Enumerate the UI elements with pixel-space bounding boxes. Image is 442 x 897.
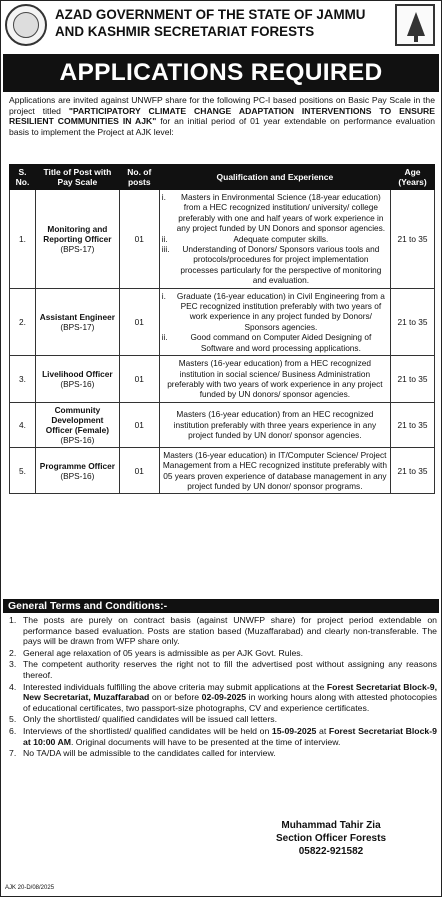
item-text: Masters (16-year education) in IT/Computer Science/ Project Management from a HEC recognized institute preferably with 05 years proven experience of database management in any project funded by UN donor/ sponsor programs. (162, 449, 387, 491)
qualification-item (162, 244, 388, 286)
term-text: . Original documents will have to be presented at the time of interview. (70, 736, 341, 747)
serial-number-cell: 3. (10, 356, 36, 403)
terms-list (9, 615, 437, 760)
forest-tree-emblem-icon (395, 4, 435, 46)
serial-number-cell: 1. (10, 190, 36, 289)
qualification-list (162, 450, 388, 492)
table-row (10, 190, 435, 289)
serial-number-cell: 4. (10, 402, 36, 447)
term-text: Only the shortlisted/ qualified candidates will be issued call letters. (23, 714, 277, 725)
table-row (10, 356, 435, 403)
item-text: Understanding of Donors/ Sponsors various tools and protocols/procedures for project implementation processes particularly for the perspective of monitoring and evaluation. (180, 244, 382, 286)
term-text: General age relaxation of 05 years is admissible as per AJK Govt. Rules. (23, 647, 304, 658)
post-title-cell (35, 288, 119, 355)
term-number: 3. (9, 659, 17, 670)
positions-table (9, 164, 435, 494)
post-title: Assistant Engineer (39, 311, 115, 322)
qualification-item (162, 332, 388, 353)
term-text: No TA/DA will be admissible to the candidates called for interview. (23, 748, 276, 759)
qualification-list (162, 409, 388, 440)
state-emblem-icon (5, 4, 47, 46)
term-item (9, 714, 437, 725)
age-cell: 21 to 35 (391, 356, 435, 403)
item-number: ii. (161, 233, 168, 244)
terms-heading: General Terms and Conditions:- (3, 599, 439, 613)
signature-block (251, 819, 411, 858)
posts-count-cell: 01 (119, 190, 159, 289)
posts-count-cell: 01 (119, 447, 159, 494)
pay-scale: (BPS-17) (60, 321, 95, 332)
item-text: Graduate (16-year education) in Civil Engineering from a PEC recognized institution preferably with two years of work experience in any project funded by Donors/ Sponsors agencies. (176, 290, 385, 332)
table-row (10, 447, 435, 494)
item-text: Good command on Computer Aided Designing of Software and word processing applications. (190, 332, 372, 353)
post-title: Programme Officer (39, 460, 115, 471)
pay-scale: (BPS-16) (60, 378, 95, 389)
posts-count-cell: 01 (119, 288, 159, 355)
age-cell: 21 to 35 (391, 402, 435, 447)
table-row (10, 288, 435, 355)
posts-count-cell: 01 (119, 356, 159, 403)
table-row (10, 402, 435, 447)
qualification-cell (159, 447, 390, 494)
qualification-cell (159, 190, 390, 289)
term-number: 2. (9, 647, 17, 658)
qualification-cell (159, 402, 390, 447)
intro-text-1: Applications are invited against UNWFP share for the following PC-I based positions on Basic Pay Scale in the project titled (9, 95, 435, 116)
item-text: Masters (16-year education) from a HEC recognized institution in social science/ Business Administration preferably with two years of work experience in any project funded by UN donors/ sponsor agencies. (167, 358, 383, 400)
term-text: The posts are purely on contract basis (against UNWFP share) for project period extendable on performance based evaluation. Posts are station based (Muzaffarabad) and clearly non-transferable. The pays will be drawn from WFP share only. (23, 615, 437, 647)
posts-count-cell: 01 (119, 402, 159, 447)
term-number: 7. (9, 748, 17, 759)
qualification-cell (159, 356, 390, 403)
term-text: at (316, 725, 329, 736)
pay-scale: (BPS-16) (60, 470, 95, 481)
term-text: The competent authority reserves the right not to fill the advertised post without assigning any reasons thereof. (23, 659, 437, 680)
term-item (9, 726, 437, 747)
age-cell: 21 to 35 (391, 288, 435, 355)
title-line-2: AND KASHMIR SECRETARIAT FORESTS (55, 24, 315, 39)
post-title: Monitoring and Reporting Officer (43, 223, 112, 244)
term-highlight: Forest Secretariat Block-9 at 10:00 AM (23, 725, 437, 747)
term-item (9, 615, 437, 647)
term-text: Interviews of the shortlisted/ qualified candidates will be held on (23, 725, 272, 736)
post-title-cell (35, 402, 119, 447)
item-number: iii. (161, 244, 170, 255)
term-item (9, 659, 437, 680)
qualification-item (162, 358, 388, 400)
column-header: Title of Post with Pay Scale (35, 165, 119, 190)
term-text: on or before (149, 692, 202, 703)
item-number: ii. (161, 332, 168, 343)
qualification-list (162, 192, 388, 286)
post-title: Community Development Officer (Female) (45, 404, 109, 435)
title-line-1: AZAD GOVERNMENT OF THE STATE OF JAMMU (55, 7, 366, 22)
term-highlight: 02-09-2025 (201, 692, 247, 703)
column-header: No. of posts (119, 165, 159, 190)
column-header: Age (Years) (391, 165, 435, 190)
term-number: 1. (9, 615, 17, 625)
qualification-item (162, 192, 388, 234)
column-header: Qualification and Experience (159, 165, 390, 190)
term-number: 4. (9, 681, 17, 692)
item-text: Masters in Environmental Science (18-year education) from a HEC recognized institution/ university/ college preferably with one and half years of work experience in any project funded by UN Donors and sponsor agencies. (176, 192, 386, 234)
term-number: 6. (9, 725, 17, 736)
table-header-row (10, 165, 435, 190)
age-cell: 21 to 35 (391, 447, 435, 494)
qualification-item (162, 291, 388, 333)
header (1, 1, 441, 49)
signatory-phone: 05822-921582 (298, 846, 364, 857)
qualification-item (162, 234, 388, 244)
signatory-designation: Section Officer Forests (275, 833, 387, 844)
term-item (9, 648, 437, 659)
qualification-cell (159, 288, 390, 355)
positions-table-body (10, 190, 435, 494)
term-highlight: 15-09-2025 (271, 725, 317, 736)
footer-code: AJK 20-D/08/2025 (5, 885, 55, 891)
intro-text-2: for an initial period of 01 year extendable on performance evaluation basis to implement the Project at AJK level: (9, 116, 435, 137)
qualification-list (162, 291, 388, 353)
term-number: 5. (9, 714, 17, 725)
qualification-item (162, 409, 388, 440)
pay-scale: (BPS-17) (60, 243, 95, 254)
serial-number-cell: 2. (10, 288, 36, 355)
item-number: i. (161, 290, 166, 301)
page-title (55, 6, 389, 40)
post-title-cell (35, 356, 119, 403)
serial-number-cell: 5. (10, 447, 36, 494)
project-title: "PARTICIPATORY CLIMATE CHANGE ADAPTATION INTERVENTIONS TO ENSURE RESILIENT COMMUNITIES IN AJK" (9, 105, 435, 127)
item-text: Adequate computer skills. (233, 233, 329, 244)
term-text: Interested individuals fulfilling the above criteria may submit applications at the (23, 681, 327, 692)
qualification-list (162, 358, 388, 400)
qualification-item (162, 450, 388, 492)
intro-paragraph (9, 95, 435, 137)
age-cell: 21 to 35 (391, 190, 435, 289)
term-text: in working hours along with attested photocopies of educational certificates, two passport-size photographs, CV and experience certificates. (23, 692, 437, 713)
pay-scale: (BPS-16) (60, 434, 95, 445)
applications-banner: APPLICATIONS REQUIRED (3, 54, 439, 92)
post-title-cell (35, 190, 119, 289)
item-number: i. (161, 192, 166, 202)
term-item (9, 682, 437, 714)
column-header: S. No. (10, 165, 36, 190)
term-item (9, 748, 437, 759)
post-title: Livelihood Officer (42, 368, 113, 379)
item-text: Masters (16-year education) from an HEC recognized institution preferably with three years experience in any project funded by UN donor/ sponsor agencies. (173, 409, 377, 440)
signatory-name: Muhammad Tahir Zia (281, 820, 381, 831)
term-highlight: Forest Secretariat Block-9, New Secretariat, Muzaffarabad (23, 681, 437, 703)
post-title-cell (35, 447, 119, 494)
